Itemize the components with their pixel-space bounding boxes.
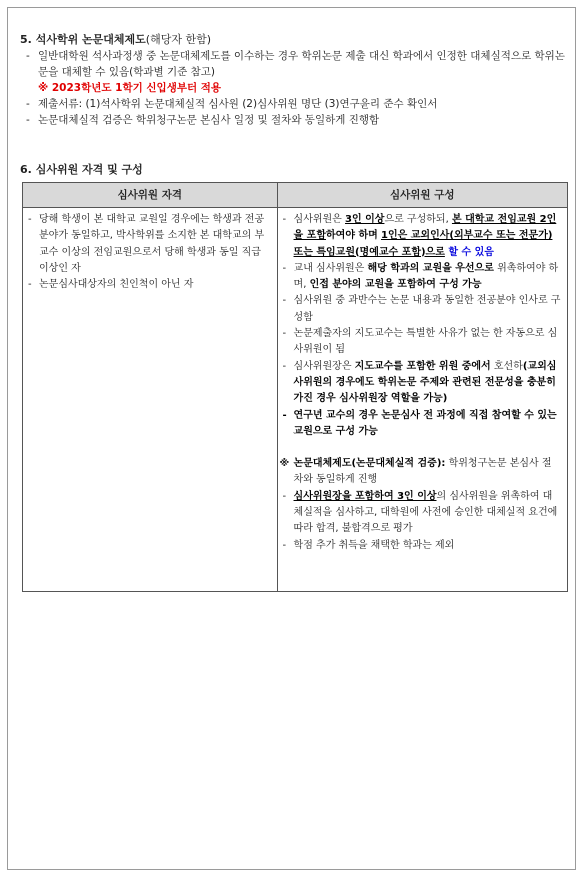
list-item: - 심사위원장을 포함하여 3인 이상의 심사위원을 위촉하여 대체실적을 심사하고, 대학원에 사전에 승인한 대체실적 요건에 따라 합격, 불합격으로 평가 — [282, 490, 558, 535]
table-header-composition: 심사위원 구성 — [277, 183, 567, 208]
section-5-number: 5. — [20, 33, 32, 46]
section-6-heading: 6. 심사위원 자격 및 구성 — [20, 163, 143, 176]
section-5-qualifier: (해당자 한함) — [145, 33, 211, 46]
section-5-note: ※ 2023학년도 1학기 신입생부터 적용 — [38, 82, 222, 94]
section-5-title: 석사학위 논문대체제도 — [35, 33, 146, 46]
list-item: - 당해 학생이 본 대학교 교원일 경우에는 학생과 전공분야가 동일하고, 박사학위를 소지한 본 대학교의 부교수 이상의 전임교원으로서 당해 학생과 동일 직급 이상인 자 — [28, 214, 265, 274]
reviewer-table — [22, 182, 568, 592]
list-item: - 논문제출자의 지도교수는 특별한 사유가 없는 한 자동으로 심사위원이 됨 — [282, 328, 558, 356]
list-item: - 교내 심사위원은 해당 학과의 교원을 우선으로 위촉하여야 하며, 인접 분야의 교원을 포함하여 구성 가능 — [282, 262, 559, 291]
section-5-item: - 일반대학원 석사과정생 중 논문대체제도를 이수하는 경우 학위논문 제출 대신 학과에서 인정한 대체실적으로 학위논문을 대체할 수 있음(학과별 기준 참고) — [26, 50, 565, 78]
section-5-item: - 제출서류: (1)석사학위 논문대체실적 심사원 (2)심사위원 명단 (3)연구윤리 준수 확인서 — [26, 98, 438, 110]
table-header-qualification: 심사위원 자격 — [23, 183, 278, 208]
section-5-item: - 논문대체실적 검증은 학위청구논문 본심사 일정 및 절차와 동일하게 진행함 — [26, 114, 380, 126]
list-item: - 심사위원 중 과반수는 논문 내용과 동일한 전공분야 인사로 구성함 — [282, 295, 561, 323]
section-5 — [20, 32, 568, 128]
section-5-heading — [20, 32, 568, 48]
qualification-cell — [23, 208, 278, 592]
list-item: - 심사위원은 3인 이상으로 구성하되, 본 대학교 전임교원 2인을 포함하여야 하며 1인은 교외인사(외부교수 또는 전문가) 또는 특임교원(명예교수 포함)으로 할 수 있음 — [282, 214, 557, 258]
list-item: - 심사위원장은 지도교수를 포함한 위원 중에서 호선하(교외심사위원의 경우에도 학위논문 주제와 관련된 전문성을 충분히 가진 경우 심사위원장 역할을 가능) — [282, 360, 557, 405]
list-item: - 논문심사대상자의 친인척이 아닌 자 — [28, 279, 194, 291]
list-item: - 연구년 교수의 경우 논문심사 전 과정에 직접 참여할 수 있는 교원으로 구성 가능 — [282, 409, 557, 437]
list-item: - 학점 추가 취득을 채택한 학과는 제외 — [282, 539, 455, 551]
composition-cell — [277, 208, 567, 592]
note-item: ※ 논문대체제도(논문대체실적 검증): 학위청구논문 본심사 절차와 동일하게 진행 — [279, 458, 552, 486]
